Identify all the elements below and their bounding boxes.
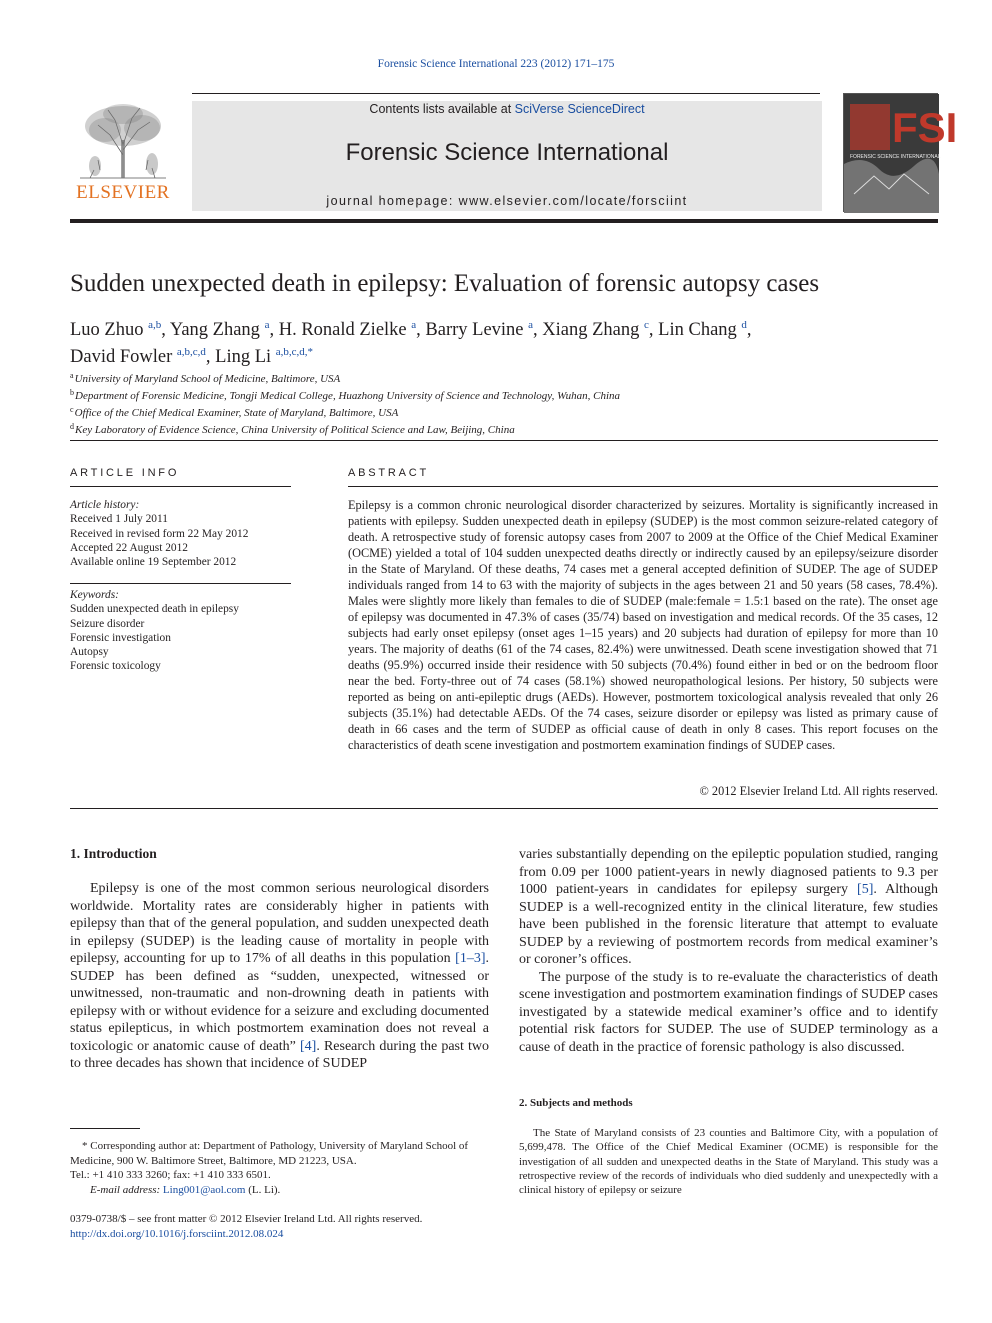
cover-image bbox=[844, 94, 958, 213]
introduction-text bbox=[70, 880, 489, 1073]
affiliation-item bbox=[70, 403, 938, 420]
author-separator: , bbox=[533, 320, 543, 340]
author-affiliation-mark[interactable]: d bbox=[741, 319, 747, 331]
author-name[interactable]: Barry Levine bbox=[425, 320, 524, 340]
affiliation-list bbox=[70, 369, 938, 437]
right-text-2: . Although SUDEP is a well-recognized entity in the clinical literature, few studies have been published in the forensic literature that attempt to evaluate SUDEP by a reviewing of postmortem records from medical examiner’s or coroner’s offices. bbox=[519, 882, 938, 967]
author-affiliation-mark[interactable]: a,b bbox=[148, 319, 162, 331]
journal-masthead bbox=[192, 101, 822, 211]
email-suffix: (L. Li). bbox=[245, 1183, 281, 1196]
affiliation-text: Department of Forensic Medicine, Tongji Medical College, Huazhong University of Science and Technology, Wuhan, China bbox=[75, 390, 621, 402]
author-affiliation-mark[interactable]: a bbox=[528, 319, 534, 331]
footnote-rule bbox=[70, 1128, 140, 1129]
cover-title: FORENSIC SCIENCE INTERNATIONAL bbox=[850, 154, 941, 160]
history-label: Article history: bbox=[70, 499, 140, 511]
affiliation-mark: a bbox=[70, 371, 74, 380]
article-history bbox=[70, 498, 291, 569]
keyword-item[interactable]: Forensic toxicology bbox=[70, 660, 161, 673]
reference-link-4[interactable]: [4] bbox=[300, 1038, 317, 1054]
author-name[interactable]: Lin Chang bbox=[658, 320, 737, 340]
methods-paragraph: The State of Maryland consists of 23 counties and Baltimore City, with a population of 5,699,478. The Office of the Chief Medical Examiner (OCME) is responsible for the investigation of all sudden and unexpected deaths in the State of Maryland. This study was a retrospective review of the records of individuals who died suddenly and unexpectedly with a clinical history of epilepsy or seizure bbox=[519, 1127, 938, 1197]
abstract-bottom-rule bbox=[70, 808, 938, 809]
author-name[interactable]: David Fowler bbox=[70, 347, 173, 367]
homepage-url[interactable]: www.elsevier.com/locate/forsciint bbox=[458, 194, 688, 208]
telephone-note: Tel.: +1 410 333 3260; fax: +1 410 333 6501. bbox=[70, 1169, 271, 1181]
email-label: E-mail address: bbox=[90, 1183, 163, 1196]
history-item: Received in revised form 22 May 2012 bbox=[70, 527, 249, 540]
publisher-logo[interactable] bbox=[70, 100, 176, 212]
author-separator: , bbox=[269, 320, 279, 340]
intro-text-2: . SUDEP has been defined as “sudden, unexpected, witnessed or unwitnessed, non-traumatic and non-drowning death in patients with epilepsy with or without evidence for a seizure and excluding documented status epilepticus, in which postmortem examination does not reveal a toxicologic or anatomic cause of death” bbox=[70, 951, 489, 1054]
journal-cover-thumbnail[interactable] bbox=[843, 93, 958, 212]
keyword-item[interactable]: Forensic investigation bbox=[70, 631, 171, 644]
affiliation-mark: d bbox=[70, 422, 74, 431]
journal-citation[interactable]: Forensic Science International 223 (2012) 171–175 bbox=[377, 58, 615, 70]
author-name[interactable]: Yang Zhang bbox=[169, 320, 260, 340]
author-name[interactable]: Ling Li bbox=[215, 347, 272, 367]
abstract-heading: ABSTRACT bbox=[348, 467, 430, 479]
email-link[interactable]: Ling001@aol.com bbox=[162, 1183, 246, 1196]
affiliation-item bbox=[70, 369, 938, 386]
journal-homepage bbox=[192, 194, 822, 208]
abstract-rule bbox=[348, 486, 938, 487]
contents-prefix: Contents lists available at bbox=[369, 102, 515, 116]
homepage-prefix: journal homepage: bbox=[326, 194, 459, 208]
author-name[interactable]: Luo Zhuo bbox=[70, 320, 144, 340]
keywords-rule bbox=[70, 583, 291, 584]
article-info-rule bbox=[70, 486, 291, 487]
publisher-name: ELSEVIER bbox=[76, 182, 170, 203]
purpose-paragraph: The purpose of the study is to re-evaluate the characteristics of death scene investigation and postmortem examination findings of SUDEP cases investigated by a statewide medical examiner’s office and to identify potential risk factors for SUDEP. The use of SUDEP terminology as a cause of death in the practice of forensic pathology is also discussed. bbox=[519, 969, 938, 1055]
author-affiliation-mark[interactable]: a bbox=[411, 319, 417, 331]
author-separator: , bbox=[648, 320, 659, 340]
keywords bbox=[70, 588, 291, 674]
keyword-item[interactable]: Autopsy bbox=[70, 646, 109, 659]
affiliation-rule bbox=[70, 440, 938, 441]
history-item: Accepted 22 August 2012 bbox=[70, 541, 188, 554]
doi-link[interactable]: http://dx.doi.org/10.1016/j.forsciint.2012.08.024 bbox=[70, 1227, 284, 1240]
methods-text bbox=[519, 1126, 938, 1197]
abstract-copyright: © 2012 Elsevier Ireland Ltd. All rights reserved. bbox=[699, 784, 938, 798]
author-affiliation-mark[interactable]: a bbox=[264, 319, 270, 331]
affiliation-mark: b bbox=[70, 388, 74, 397]
sciencedirect-link[interactable]: SciVerse ScienceDirect bbox=[514, 102, 645, 116]
author-separator: , bbox=[416, 320, 426, 340]
affiliation-text: University of Maryland School of Medicine, Baltimore, USA bbox=[74, 373, 341, 385]
affiliation-mark: c bbox=[70, 405, 74, 414]
history-item: Available online 19 September 2012 bbox=[70, 556, 237, 569]
intro-text-3: . Research during the past two to three decades has shown that incidence of SUDEP bbox=[70, 1038, 489, 1071]
author-affiliation-mark[interactable]: c bbox=[644, 319, 649, 331]
affiliation-text: Key Laboratory of Evidence Science, China University of Political Science and Law, Beijing, China bbox=[75, 424, 515, 436]
affiliation-item bbox=[70, 386, 938, 403]
cover-letters: FSI bbox=[892, 104, 958, 151]
contents-line bbox=[192, 102, 822, 116]
front-matter bbox=[70, 1212, 510, 1241]
history-item: Received 1 July 2011 bbox=[70, 513, 168, 526]
reference-link-5[interactable]: [5] bbox=[857, 882, 874, 897]
intro-text-1: Epilepsy is one of the most common serious neurological disorders worldwide. Mortality rates are considerably higher in patients with epilepsy than that of the general population, and sudden unexpected death in epilepsy (SUDEP) is the leading cause of mortality in people with epilepsy, accounting for up to 17% of all deaths in this population bbox=[70, 881, 489, 966]
abstract-text: Epilepsy is a common chronic neurological disorder characterized by seizures. Mortality is significantly increased in patients with epilepsy. Sudden unexpected death in epilepsy (SUDEP) is the most common seizure-related category of death. A retrospective study of forensic autopsy cases from 2007 to 2009 at the Office of the Chief Medical Examiner (OCME) yielded a total of 104 sudden unexpected deaths directly or indirectly caused by an epilepsy/seizure disorder in the State of Maryland. Of these deaths, 74 cases met a general accepted definition of SUDEP. The age of SUDEP individuals ranged from 14 to 63 with the majority of subjects in the ages between 21 and 50 years (58 cases, 78.4%). Males were slightly more likely than females to die of SUDEP (male:female = 1.5:1 based on the rate). The onset age of epilepsy was documented in 47.3% of cases (35/74) based on investigation and medical records. Of the 35 cases, 12 subjects had early onset epilepsy (onset ages 1–15 years) and 20 subjects had duration of epilepsy for more than 10 years. The majority of deaths (61 of the 74 cases, 82.4%) were unwitnessed. Death scene investigation showed that 71 deaths (95.9%) occurred inside their residence with 50 subjects (70.4%) found either in bed or on the bedroom floor near the bed. Forty-three out of 74 cases (58.1%) showed neuropathological lesions. Per history, 50 subjects were reported as being on anti-epileptic drugs (AEDs). However, postmortem toxicological analysis revealed that only 26 subjects (35.1%) had detectable AEDs. Of the 74 cases, seizure disorder or epilepsy was listed as primary cause of death in 66 cases and the term of SUDEP as official cause of death in only 8 cases. This report focuses on the characteristics of death scene investigation and postmortem examination findings of SUDEP cases. bbox=[348, 498, 938, 752]
author-separator: , bbox=[746, 320, 752, 340]
header-bottom-rule bbox=[70, 219, 938, 223]
keyword-item[interactable]: Sudden unexpected death in epilepsy bbox=[70, 603, 239, 616]
corresponding-author-note: * Corresponding author at: Department of Pathology, University of Maryland School of Medicine, 900 W. Baltimore Street, Baltimore, MD 21223, USA. bbox=[70, 1140, 469, 1167]
author-affiliation-mark[interactable]: a,b,c,d bbox=[176, 346, 206, 358]
elsevier-tree-icon bbox=[70, 100, 176, 182]
introduction-heading: 1. Introduction bbox=[70, 846, 157, 861]
header-top-rule bbox=[192, 93, 820, 94]
author-separator: , bbox=[161, 320, 170, 340]
footnotes bbox=[70, 1139, 489, 1197]
affiliation-item bbox=[70, 420, 938, 437]
author-list bbox=[70, 314, 938, 368]
author-affiliation-mark[interactable]: a,b,c,d,* bbox=[275, 346, 314, 358]
right-column-text bbox=[519, 846, 938, 1056]
issn-line: 0379-0738/$ – see front matter © 2012 Elsevier Ireland Ltd. All rights reserved. bbox=[70, 1213, 423, 1225]
article-title: Sudden unexpected death in epilepsy: Evaluation of forensic autopsy cases bbox=[70, 270, 820, 297]
methods-heading: 2. Subjects and methods bbox=[519, 1097, 633, 1109]
right-text-1: varies substantially depending on the epileptic population studied, ranging from 0.09 per 1000 patient-years in newly diagnosed patients to 9.3 per 1000 patient-years in candidates for epilepsy surgery bbox=[519, 847, 938, 897]
journal-title: Forensic Science International bbox=[345, 139, 669, 166]
reference-link-1-3[interactable]: [1–3] bbox=[455, 951, 486, 966]
affiliation-text: Office of the Chief Medical Examiner, State of Maryland, Baltimore, USA bbox=[74, 407, 399, 419]
keywords-label: Keywords: bbox=[70, 589, 119, 601]
author-separator: , bbox=[205, 347, 216, 367]
keyword-item[interactable]: Seizure disorder bbox=[70, 617, 145, 630]
author-name[interactable]: H. Ronald Zielke bbox=[278, 320, 407, 340]
article-info-heading: ARTICLE INFO bbox=[70, 467, 180, 479]
author-name[interactable]: Xiang Zhang bbox=[542, 320, 640, 340]
